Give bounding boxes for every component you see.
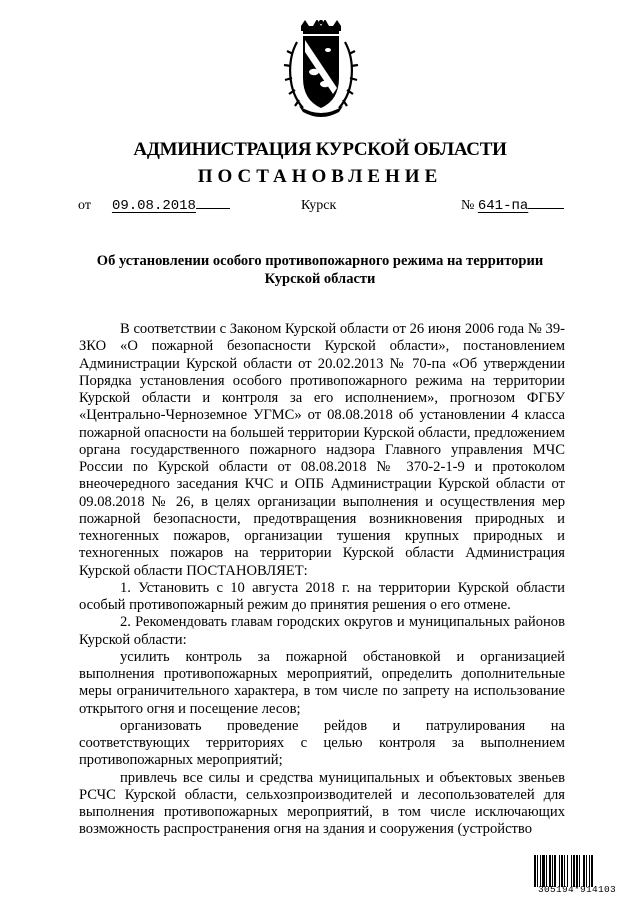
kursk-coat-of-arms-icon bbox=[283, 20, 359, 118]
number-prefix: № bbox=[461, 198, 475, 213]
number-value: 641-па bbox=[477, 198, 529, 214]
organization-title: АДМИНИСТРАЦИЯ КУРСКОЙ ОБЛАСТИ bbox=[133, 139, 507, 160]
document-date bbox=[78, 198, 230, 214]
date-value: 09.08.2018 bbox=[111, 198, 196, 214]
document-body bbox=[79, 321, 565, 839]
document-type-title: ПОСТАНОВЛЕНИЕ bbox=[197, 166, 443, 187]
body-paragraph: 2. Рекомендовать главам городских округов и муниципальных районов Курской области: bbox=[79, 614, 565, 648]
document-number bbox=[461, 198, 564, 214]
barcode-icon bbox=[534, 855, 618, 887]
document-subject: Об установлении особого противопожарного режима на территории Курской области bbox=[96, 253, 544, 287]
date-prefix: от bbox=[78, 198, 91, 213]
body-paragraph: 1. Установить с 10 августа 2018 г. на территории Курской области особый противопожарный режим до принятия решения о его отмене. bbox=[79, 579, 565, 613]
barcode-number: 305194*914103 bbox=[537, 884, 616, 895]
body-paragraph: организовать проведение рейдов и патрулирования на соответствующих территориях с целью контроля за выполнением противопожарных мероприятий; bbox=[79, 717, 565, 769]
body-paragraph: усилить контроль за пожарной обстановкой и организацией выполнения противопожарных мероприятий, определить дополнительные меры ограничительного характера, в том числе по запрету на использование открытого огня и посещение лесов; bbox=[79, 648, 565, 717]
body-paragraph: В соответствии с Законом Курской области от 26 июня 2006 года № 39-ЗКО «О пожарной безопасности Курской области», постановлением Администрации Курской области от 20.02.2013 № 70-па «Об утверждении Порядка установления особого противопожарного режима на территории Курской области и контроля за его исполнением», прогнозом ФГБУ «Центрально-Черноземное УГМС» от 08.08.2018 об установлении 4 класса пожарной опасности на большей территории Курской области, предложением органа государственного пожарного надзора Главного управления МЧС России по Курской области от 08.08.2018 № 370-2-1-9 и протоколом внеочередного заседания КЧС и ОПБ Администрации Курской области от 09.08.2018 № 26, в целях организации выполнения и осуществления мер пожарной безопасности, предотвращения возникновения природных и техногенных пожаров, организации тушения крупных природных и техногенных пожаров на территории Курской области Администрация Курской области ПОСТАНОВЛЯЕТ: bbox=[79, 321, 565, 579]
document-city: Курск bbox=[301, 198, 337, 213]
body-paragraph: привлечь все силы и средства муниципальных и объектовых звеньев РСЧС Курской области, сельхозпроизводителей и лесопользователей для выполнения противопожарных мероприятий, в том числе исключающих возможность распространения огня на здания и сооружения (устройство bbox=[79, 769, 565, 838]
